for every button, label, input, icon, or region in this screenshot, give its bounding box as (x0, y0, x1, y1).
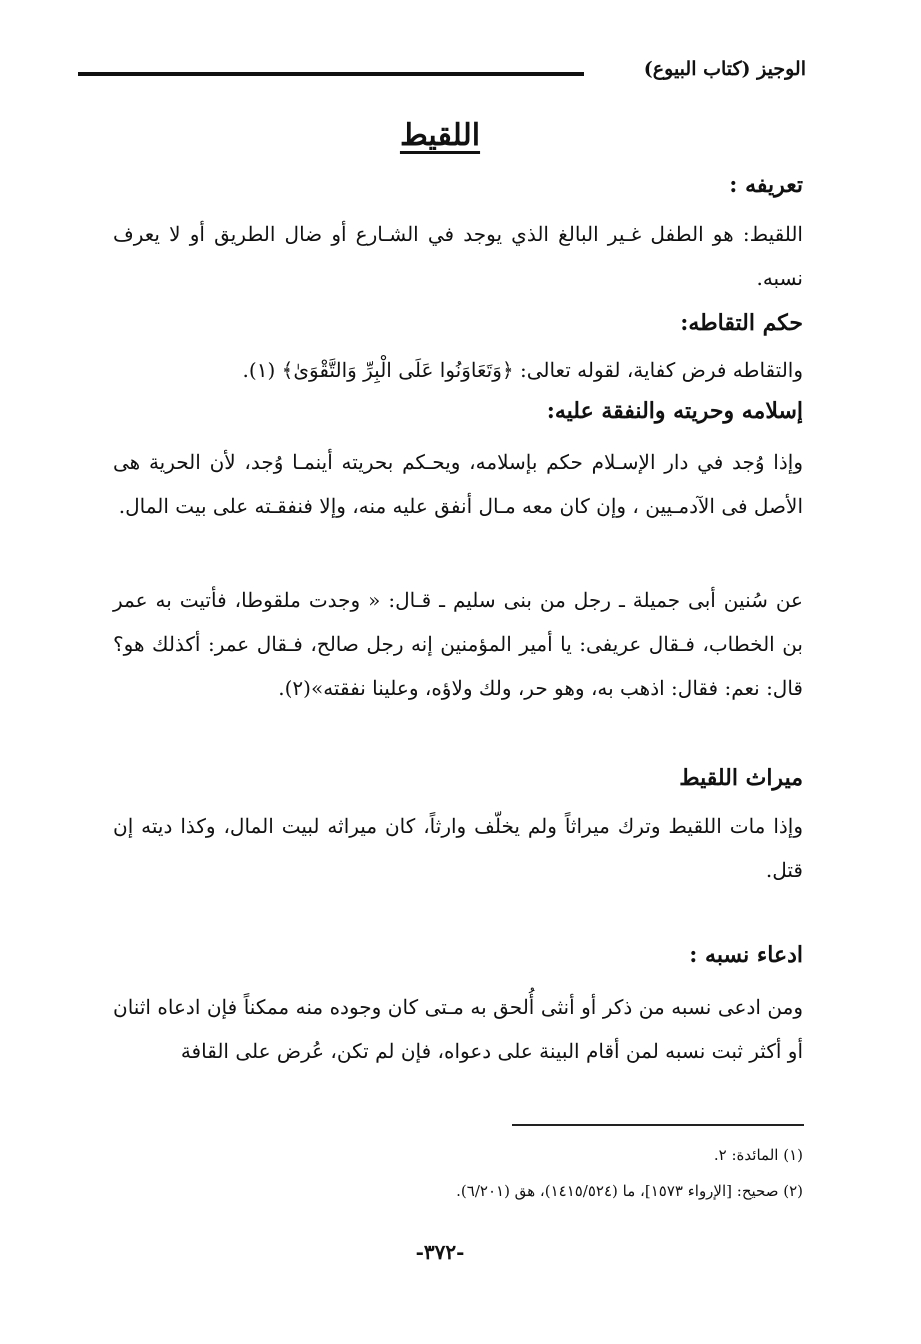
chapter-title: اللقيط (399, 118, 481, 153)
paragraph-inheritance: وإذا مات اللقيط وترك ميراثاً ولم يخلّف وارثاً، كان ميراثه لبيت المال، وكذا ديته إن قتل. (113, 814, 803, 882)
section-heading-inheritance: ميراث اللقيط (679, 765, 803, 791)
footnote-2: (٢) صحيح: [الإرواء ١٥٧٣]، ما (١٤١٥/٥٢٤)، هق (٦/٢٠١). (456, 1182, 803, 1200)
footnote-separator (512, 1124, 804, 1126)
section-heading-ruling: حكم التقاطه: (680, 310, 803, 336)
header-rule (78, 72, 584, 76)
paragraph-ruling: والتقاطه فرض كفاية، لقوله تعالى: ﴿وَتَعَاوَنُوا عَلَى الْبِرِّ وَالتَّقْوَىٰ﴾ (١). (242, 358, 803, 382)
paragraph-hadith: عن سُنين أبى جميلة ـ رجل من بنى سليم ـ قـال: « وجدت ملقوطا، فأتيت به عمر بن الخطاب، فـقال عريفى: يا أمير المؤمنين إنه رجل صالح، فـقال عمر: أكذلك هو؟ قال: نعم: فقال: اذهب به، وهو حر، ولك ولاؤه، وعلينا نفقته»(٢). (113, 588, 803, 700)
section-heading-definition: تعريفه : (729, 172, 803, 198)
running-header-title: الوجيز (كتاب البيوع) (643, 58, 806, 80)
paragraph-islam-freedom: وإذا وُجد في دار الإسـلام حكم بإسلامه، ويحـكم بحريته أينمـا وُجد، لأن الحرية هى الأصل فى الآدمـيين ، وإن كان معه مـال أنفق عليه منه، وإلا فنفقـته على بيت المال. (113, 450, 803, 518)
paragraph-definition: اللقيط: هو الطفل غـير البالغ الذي يوجد في الشـارع أو ضال الطريق أو لا يعرف نسبه. (113, 222, 803, 290)
running-header (78, 58, 806, 92)
section-heading-lineage-claim: ادعاء نسبه : (689, 942, 803, 968)
page-number: -٣٧٢- (415, 1240, 465, 1264)
section-heading-islam-freedom: إسلامه وحريته والنفقة عليه: (546, 398, 803, 424)
paragraph-lineage-claim: ومن ادعى نسبه من ذكر أو أنثى أُلحق به مـتى كان وجوده منه ممكناً فإن ادعاه اثنان أو أكثر ثبت نسبه لمن أقام البينة على دعواه، فإن لم تكن، عُرض على القافة (113, 995, 803, 1063)
footnote-1: (١) المائدة: ٢. (713, 1146, 803, 1164)
